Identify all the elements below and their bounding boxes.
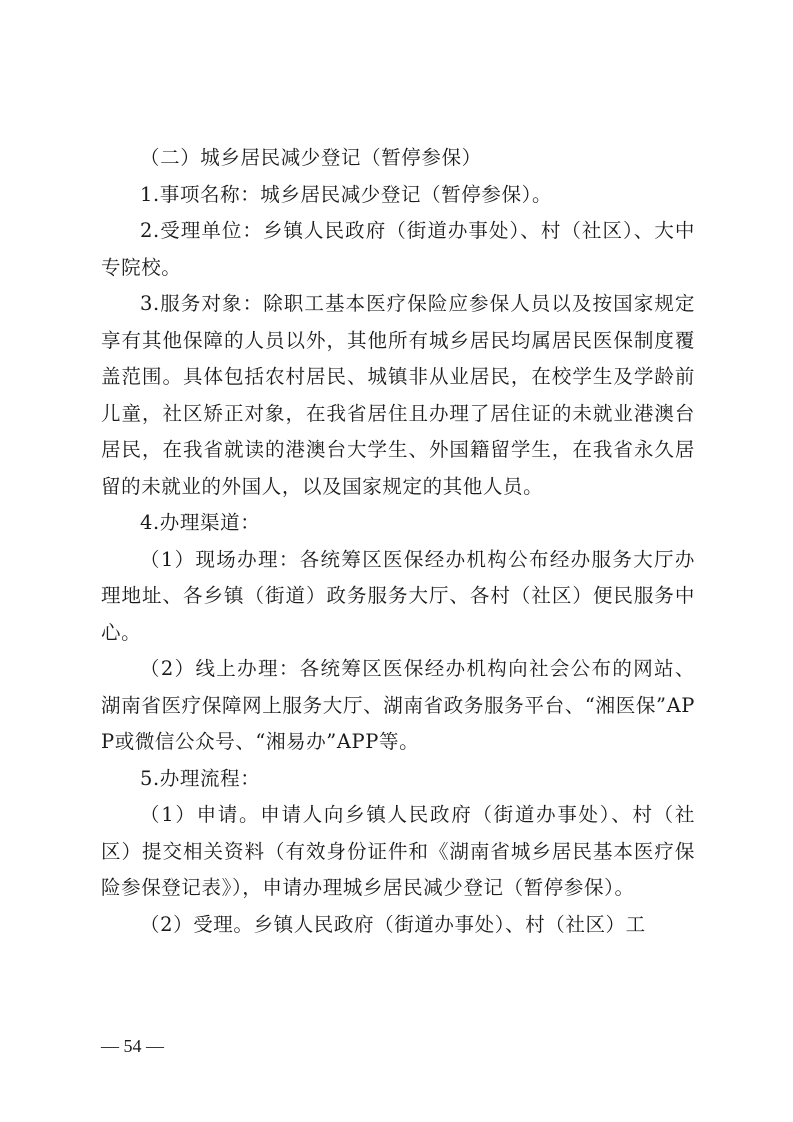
- section-heading: （二）城乡居民减少登记（暂停参保）: [140, 146, 482, 169]
- page-number: — 54 —: [101, 1036, 164, 1056]
- service-target-paragraph: 3.服务对象：除职工基本医疗保险应参保人员以及按国家规定享有其他保障的人员以外，其他所有城乡居民均属居民医保制度覆盖范围。具体包括农村居民、城镇非从业居民，在校学生及学龄前儿童，社区矫正对象，在我省居住且办理了居住证的未就业港澳台居民，在我省就读的港澳台大学生、外国籍留学生，在我省永久居留的未就业的外国人，以及国家规定的其他人员。: [101, 292, 695, 498]
- channels-heading: 4.办理渠道：: [140, 511, 261, 534]
- apply-step-paragraph: （1）申请。申请人向乡镇人民政府（街道办事处）、村（社区）提交相关资料（有效身份证件和《湖南省城乡居民基本医疗保险参保登记表》），申请办理城乡居民减少登记（暂停参保）。: [101, 803, 695, 899]
- document-body: [101, 140, 695, 943]
- online-channel-paragraph: （2）线上办理：各统筹区医保经办机构向社会公布的网站、湖南省医疗保障网上服务大厅、湖南省政务服务平台、“湘医保”APP或微信公众号、“湘易办”APP等。: [101, 657, 695, 753]
- accept-step-paragraph: （2）受理。乡镇人民政府（街道办事处）、村（社区）工: [140, 912, 646, 936]
- onsite-channel-paragraph: （1）现场办理：各统筹区医保经办机构公布经办服务大厅办理地址、各乡镇（街道）政务服务大厅、各村（社区）便民服务中心。: [101, 547, 695, 644]
- accepting-unit-paragraph: 2.受理单位：乡镇人民政府（街道办事处）、村（社区）、大中专院校。: [101, 219, 695, 279]
- process-heading: 5.办理流程：: [140, 766, 261, 790]
- item-name-paragraph: 1.事项名称：城乡居民减少登记（暂停参保）。: [140, 182, 553, 206]
